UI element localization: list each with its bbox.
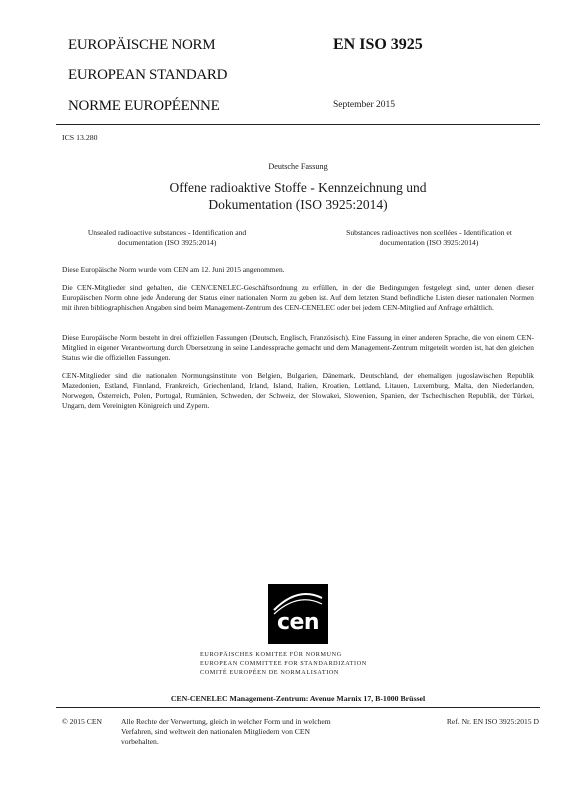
paragraph-members: CEN-Mitglieder sind die nationalen Normungsinstitute von Belgien, Bulgarien, Dänemark, Deutschland, der ehemaligen jugoslawischen Republik Mazedonien, Estland, Finnland, Frankreich, Griechenland, Irland, Island, Italien, Kroatien, Lettland, Litauen, Luxemburg, Malta, den Niederlanden, Norwegen, Österreich, Polen, Portugal, Rumänien, Schweden, der Schweiz, der Slowakei, Slowenien, Spanien, der Tschechischen Republik, der Türkei, Ungarn, dem Vereinigten Königreich und Zypern.: [62, 371, 534, 410]
cen-logo: [268, 584, 328, 644]
header-divider: [56, 124, 540, 125]
document-title-line1: Offene radioaktive Stoffe - Kennzeichnung und: [169, 180, 427, 195]
subtitle-en: [62, 228, 272, 248]
committee-fr: COMITÉ EUROPÉEN DE NORMALISATION: [200, 669, 339, 676]
committee-de: EUROPÄISCHES KOMITEE FÜR NORMUNG: [200, 651, 342, 658]
paragraph-versions: Diese Europäische Norm besteht in drei offiziellen Fassungen (Deutsch, Englisch, Französisch). Eine Fassung in einer anderen Sprache, die von einem CEN-Mitglied in eigener Verantwortung durch Übersetzung in seine Landessprache gemacht und dem Management-Zentrum mitgeteilt worden ist, hat den gleichen Status wie die offiziellen Fassungen.: [62, 333, 534, 362]
management-centre-address: CEN-CENELEC Management-Zentrum: Avenue Marnix 17, B-1000 Brüssel: [170, 694, 426, 703]
title-fr: NORME EUROPÉENNE: [68, 98, 220, 114]
rights-notice: [121, 717, 361, 747]
committee-en: EUROPEAN COMMITTEE FOR STANDARDIZATION: [200, 660, 367, 667]
subtitle-en-line1: Unsealed radioactive substances - Identification and: [87, 228, 247, 237]
document-title-line2: Dokumentation (ISO 3925:2014): [208, 197, 388, 212]
paragraph-adoption: Diese Europäische Norm wurde vom CEN am 12. Juni 2015 angenommen.: [62, 265, 285, 274]
version-label: Deutsche Fassung: [268, 162, 328, 171]
subtitle-fr: [318, 228, 540, 248]
publication-date: September 2015: [333, 100, 396, 110]
copyright: © 2015 CEN: [62, 717, 102, 726]
rights-line1: Alle Rechte der Verwertung, gleich in welcher Form und in welchem: [121, 717, 331, 726]
subtitle-fr-line1: Substances radioactives non scellées - Identification et: [346, 228, 512, 237]
ics-code: ICS 13.280: [62, 133, 98, 142]
title-en: EUROPEAN STANDARD: [68, 67, 228, 83]
cen-logo-text: cen: [276, 610, 320, 635]
subtitle-en-line2: documentation (ISO 3925:2014): [117, 238, 217, 247]
paragraph-obligations: Die CEN-Mitglieder sind gehalten, die CEN/CENELEC-Geschäftsordnung zu erfüllen, in der die Bedingungen festgelegt sind, unter denen dieser Europäischen Norm ohne jede Änderung der Status einer nationalen Norm zu geben ist. Auf dem letzten Stand befindliche Listen dieser nationalen Normen mit ihren bibliographischen Angaben sind beim Management-Zentrum des CEN-CENELEC oder bei jedem CEN-Mitglied auf Anfrage erhältlich.: [62, 283, 534, 312]
title-de: EUROPÄISCHE NORM: [68, 37, 216, 53]
footer-divider: [56, 707, 540, 708]
reference-number: Ref. Nr. EN ISO 3925:2015 D: [446, 717, 539, 726]
standard-number: EN ISO 3925: [333, 36, 423, 53]
rights-line2: Verfahren, sind weltweit den nationalen Mitgliedern von CEN: [121, 727, 310, 736]
subtitle-fr-line2: documentation (ISO 3925:2014): [379, 238, 479, 247]
rights-line3: vorbehalten.: [121, 737, 159, 746]
